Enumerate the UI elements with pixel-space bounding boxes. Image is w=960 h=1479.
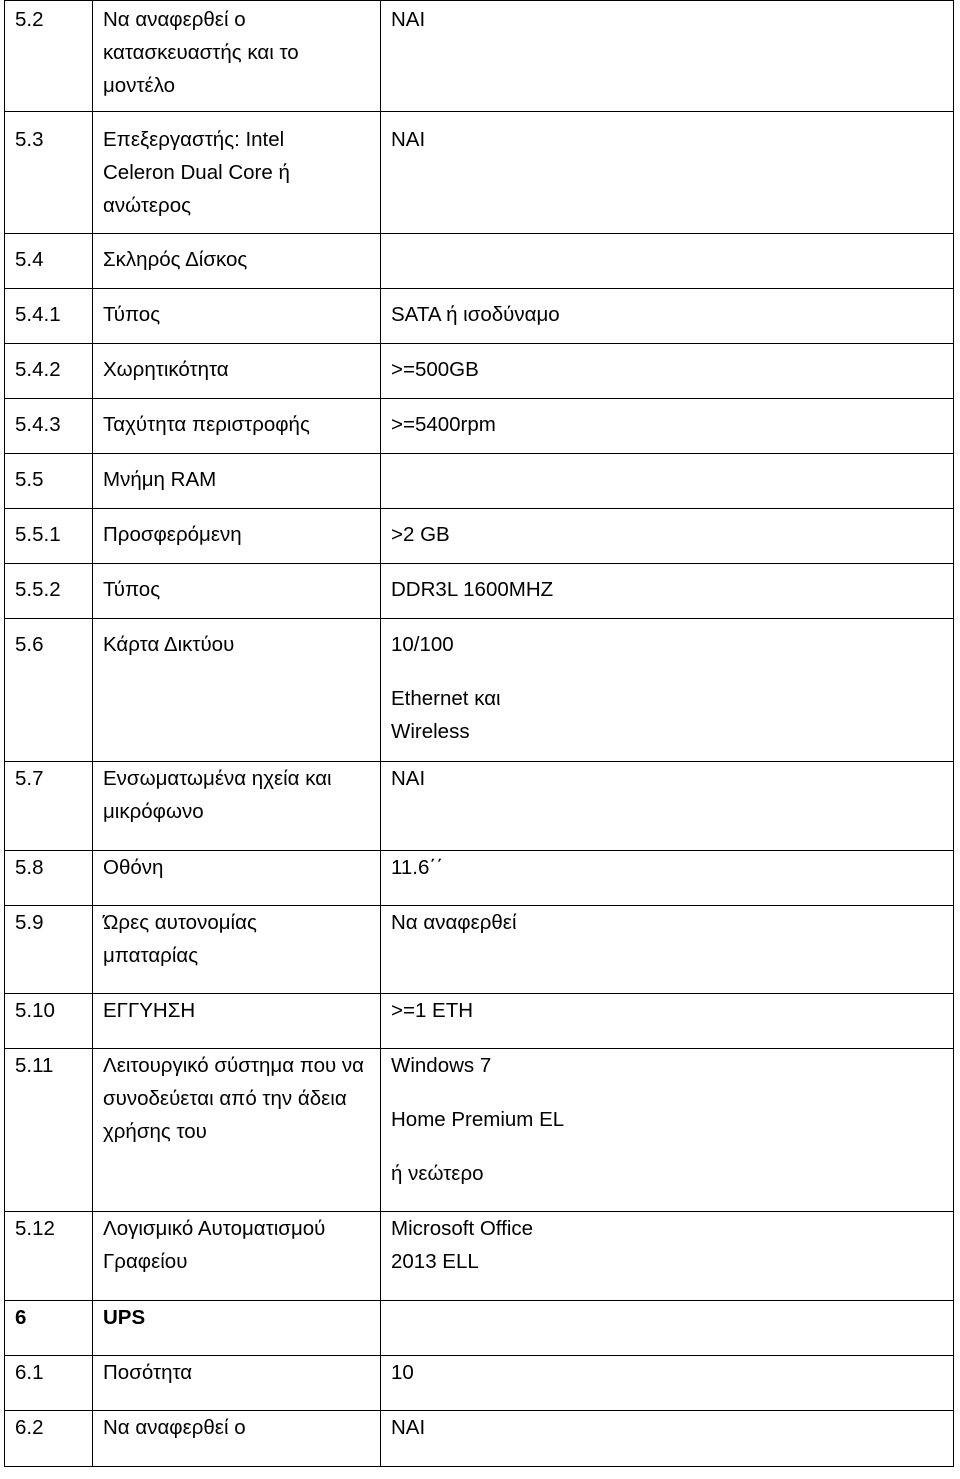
row-description: Τύπος bbox=[93, 289, 381, 344]
row-description: Λογισμικό Αυτοματισμού Γραφείου bbox=[93, 1212, 381, 1301]
row-number: 5.4.3 bbox=[5, 399, 93, 454]
row-value: 10 bbox=[381, 1356, 954, 1411]
row-number: 5.9 bbox=[5, 906, 93, 994]
table-row bbox=[5, 906, 954, 994]
row-description: Σκληρός Δίσκος bbox=[93, 234, 381, 289]
row-value: ΝΑΙ bbox=[381, 112, 954, 234]
row-description: Να αναφερθεί ο κατασκευαστής και το μοντέλο bbox=[93, 1, 381, 112]
table-row bbox=[5, 1, 954, 112]
row-value: SATA ή ισοδύναμο bbox=[381, 289, 954, 344]
row-value bbox=[381, 454, 954, 509]
row-number: 6 bbox=[5, 1301, 93, 1356]
value-line: 10/100 bbox=[391, 633, 454, 656]
table-row bbox=[5, 112, 954, 234]
table-row bbox=[5, 564, 954, 619]
row-description: Να αναφερθεί ο bbox=[93, 1411, 381, 1467]
row-description: Λειτουργικό σύστημα που να συνοδεύεται από την άδεια χρήσης του bbox=[93, 1049, 381, 1212]
table-row bbox=[5, 762, 954, 851]
row-value bbox=[381, 1049, 954, 1212]
row-number: 5.11 bbox=[5, 1049, 93, 1212]
row-description: Ποσότητα bbox=[93, 1356, 381, 1411]
value-line: ή νεώτερο bbox=[391, 1162, 484, 1185]
value-line: Home Premium EL bbox=[391, 1108, 565, 1131]
row-number: 5.4 bbox=[5, 234, 93, 289]
row-number: 5.4.1 bbox=[5, 289, 93, 344]
row-description: Επεξεργαστής: Intel Celeron Dual Core ή ανώτερος bbox=[93, 112, 381, 234]
row-value: >=5400rpm bbox=[381, 399, 954, 454]
row-number: 5.7 bbox=[5, 762, 93, 851]
row-description: Μνήμη RAM bbox=[93, 454, 381, 509]
table-row bbox=[5, 619, 954, 762]
row-description: Τύπος bbox=[93, 564, 381, 619]
table-row bbox=[5, 1356, 954, 1411]
row-number: 5.4.2 bbox=[5, 344, 93, 399]
table-row bbox=[5, 851, 954, 906]
table-row bbox=[5, 1411, 954, 1467]
value-line: Windows 7 bbox=[391, 1054, 492, 1077]
row-number: 5.5 bbox=[5, 454, 93, 509]
table-row bbox=[5, 289, 954, 344]
row-value: ΝΑΙ bbox=[381, 1411, 954, 1467]
row-description: ΕΓΓΥΗΣΗ bbox=[93, 994, 381, 1049]
table-row bbox=[5, 234, 954, 289]
row-number: 6.1 bbox=[5, 1356, 93, 1411]
row-value: 11.6΄΄ bbox=[381, 851, 954, 906]
row-value: Microsoft Office 2013 ELL bbox=[381, 1212, 954, 1301]
row-value: ΝΑΙ bbox=[381, 762, 954, 851]
row-description: Ώρες αυτονομίας μπαταρίας bbox=[93, 906, 381, 994]
table-row bbox=[5, 454, 954, 509]
table-row bbox=[5, 344, 954, 399]
row-number: 5.6 bbox=[5, 619, 93, 762]
row-description: Κάρτα Δικτύου bbox=[93, 619, 381, 762]
row-number: 5.3 bbox=[5, 112, 93, 234]
row-number: 5.12 bbox=[5, 1212, 93, 1301]
table-row bbox=[5, 994, 954, 1049]
row-description: UPS bbox=[93, 1301, 381, 1356]
row-value: >=1 ΕΤΗ bbox=[381, 994, 954, 1049]
specifications-table bbox=[4, 0, 954, 1467]
row-value bbox=[381, 234, 954, 289]
table-row bbox=[5, 509, 954, 564]
row-description: Χωρητικότητα bbox=[93, 344, 381, 399]
row-value: >2 GB bbox=[381, 509, 954, 564]
table-row bbox=[5, 1301, 954, 1356]
row-value: >=500GB bbox=[381, 344, 954, 399]
row-value bbox=[381, 1301, 954, 1356]
table-row bbox=[5, 1212, 954, 1301]
row-value bbox=[381, 619, 954, 762]
row-value: ΝΑΙ bbox=[381, 1, 954, 112]
row-description: Οθόνη bbox=[93, 851, 381, 906]
table-row bbox=[5, 1049, 954, 1212]
row-value: DDR3L 1600MHZ bbox=[381, 564, 954, 619]
row-number: 5.5.2 bbox=[5, 564, 93, 619]
row-number: 5.10 bbox=[5, 994, 93, 1049]
value-line: Ethernet και Wireless bbox=[391, 687, 501, 743]
row-description: Ενσωματωμένα ηχεία και μικρόφωνο bbox=[93, 762, 381, 851]
row-number: 5.2 bbox=[5, 1, 93, 112]
row-value: Να αναφερθεί bbox=[381, 906, 954, 994]
row-description: Προσφερόμενη bbox=[93, 509, 381, 564]
row-number: 5.8 bbox=[5, 851, 93, 906]
table-row bbox=[5, 399, 954, 454]
row-description: Ταχύτητα περιστροφής bbox=[93, 399, 381, 454]
row-number: 6.2 bbox=[5, 1411, 93, 1467]
row-number: 5.5.1 bbox=[5, 509, 93, 564]
